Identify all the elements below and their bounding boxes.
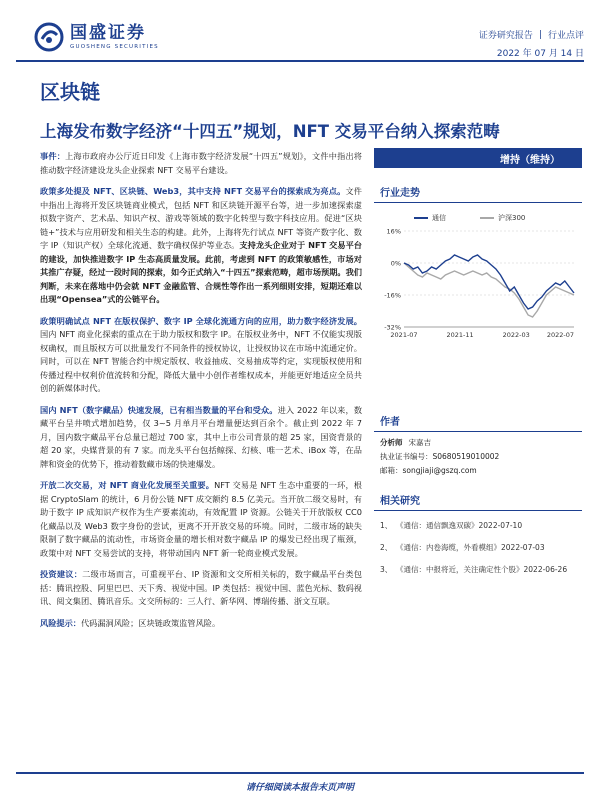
legend-item (414, 213, 446, 223)
para-lead: 国内 NFT（数字藏品）快速发展，已有相当数量的平台和受众。 (40, 404, 278, 415)
chart-legend (414, 213, 525, 223)
para-body: 国内 NFT 商业化探索的重点在于助力版权和数字 IP。在版权业务中，NFT 不仅能实现版权确权，而且版权方可以批量发行不同条件的授权协议，让授权协议在市场中流通定价。同时，可以在 NFT 智能合约中规定版权、收益抽成、交易抽成等约定，实现版权使用和传播过程中权利价值流转和分配，降低大量中小创作者维权成本，并能更好地适应全员共创的新媒体时代。 (40, 329, 362, 393)
trend-chart (374, 205, 582, 345)
list-item[interactable] (380, 559, 582, 581)
para-lead: 开放二次交易，对 NFT 商业化发展至关重要。 (40, 480, 215, 490)
related-text: 《通信：内卷海缆，外看模组》2022-07-03 (396, 543, 545, 552)
page-header (0, 0, 600, 70)
list-item[interactable] (380, 537, 582, 559)
report-subtype-label: 行业点评 (547, 31, 584, 41)
para-body: 代码漏洞风险；区块链政策监管风险。 (80, 617, 221, 628)
y-tick-label: 0% (390, 259, 401, 268)
paragraph-risk (40, 617, 362, 631)
paragraph-investment (40, 568, 362, 609)
email-row (374, 464, 582, 478)
related-title: 相关研究 (374, 486, 582, 511)
related-index: 3、 (380, 565, 393, 574)
page-footer (0, 768, 600, 800)
header-divider (16, 60, 584, 62)
analyst-row (374, 436, 582, 450)
para-lead: 政策多处提及 NFT、区块链、Web3，其中支持 NFT 交易平台的探索成为亮点。 (40, 186, 346, 196)
logo-icon (34, 22, 64, 52)
separator: | (538, 29, 542, 40)
para-lead: 投资建议： (40, 569, 83, 579)
author-section (374, 407, 582, 478)
analyst-name: 宋嘉吉 (408, 438, 431, 447)
related-text: 《通信：中报将近，关注确定性个股》2022-06-26 (396, 565, 568, 574)
legend-label: 沪深300 (498, 214, 526, 222)
x-tick-label: 2022-07 (546, 331, 574, 339)
chart-title: 行业走势 (374, 178, 582, 203)
para-lead: 政策明确试点 NFT 在版权保护、数字 IP 全球化流通方向的应用，助力数字经济发展。 (40, 315, 362, 326)
cert-label: 执业证书编号： (380, 452, 433, 461)
brand-name-cn: 国盛证券 (70, 23, 146, 43)
para-body: 二级市场而言，可重视平台、IP 资源和文交所相关标的，数字藏品平台类包括：腾讯控股、阿里巴巴、天下秀、视觉中国。IP 类包括：视觉中国、蓝色光标、数码视讯、阅文集团、腾讯音乐。文交所标的：三人行、新华网、博瑞传播、浙文互联。 (40, 569, 362, 606)
paragraph-copyright (40, 315, 362, 396)
author-title: 作者 (374, 407, 582, 432)
chart-plot (374, 205, 582, 345)
brand-name-en: GUOSHENG SECURITIES (70, 44, 159, 50)
paragraph-domestic (40, 404, 362, 472)
para-lead: 风险提示： (40, 617, 81, 628)
legend-label: 通信 (432, 214, 446, 222)
main-text (40, 150, 362, 638)
para-body: NFT 交易是 NFT 生态中重要的一环，根据 CryptoSlam 的统计，6 月份公链 NFT 成交额约 8.5 亿美元。当开放二级交易时，有助于数字 IP 成知识产权作为生产要素流动，有效配置 IP 资源。公链关于开放版权 CC0 化藏品以及 Web3 数字身份的尝试，更离不开开放交易的环境。同时，二级市场的缺失限制了数字藏品的流动性，市场资金量的增长相对数字藏品 IP 的爆发已经出现了瓶颈，政策中对 NFT 交易尝试的支持，将带动国内 NFT 新一轮商业模式发展。 (40, 480, 362, 558)
email-value[interactable]: songjiaji@gszq.com (402, 466, 477, 475)
related-index: 1、 (380, 521, 393, 530)
page-title: 上海发布数字经济“十四五”规划，NFT 交易平台纳入探索范畴 (40, 122, 500, 141)
y-tick-label: -32% (384, 323, 401, 332)
x-tick-label: 2021-11 (446, 331, 474, 339)
report-type-label: 证券研究报告 (478, 31, 533, 41)
related-list (374, 515, 582, 581)
section-title: 区块链 (40, 80, 100, 104)
legend-swatch (480, 217, 494, 219)
sidebar (374, 148, 582, 581)
legend-swatch (414, 217, 428, 219)
para-lead: 事件： (40, 151, 66, 161)
cert-row (374, 450, 582, 464)
para-body: 进入 2022 年以来，数藏平台呈井喷式增加趋势，仅 3~5 月单月平台增量便达到百余个。截止到 2022 年 7 月，国内数字藏品平台总量已超过 700 家，其中上市公司背景的超 25 家，国资背景的超 20 家，央媒背景的有 7 家。而龙头平台包括鲸探、幻核、唯一艺术、iBox 等，在品牌和资金的优势下，推动着数藏市场的快速爆发。 (40, 404, 363, 469)
disclaimer-note: 请仔细阅读本报告末页声明 (245, 783, 354, 793)
para-body: 文件中指出上海将开发区块链商业模式，包括 NFT 和区块链开源平台等，进一步加速探索虚拟数字资产、艺术品、知识产权、游戏等领域的数字化转型与数字科技应用。促进“区块链+”技术与应用研发和相关生态的构建。此外，上海将先行试点 NFT 等资产数字化、数字 IP（知识产权）全球化流通、数字确权保护等业态。 (40, 186, 362, 250)
paragraph-event (40, 150, 362, 177)
brand-logo (34, 22, 159, 52)
x-tick-label: 2022-03 (502, 331, 530, 339)
legend-item (480, 213, 525, 223)
list-item[interactable] (380, 515, 582, 537)
related-text: 《通信：通信飘逸双碳》2022-07-10 (396, 521, 523, 530)
para-body: 上海市政府办公厅近日印发《上海市数字经济发展“十四五”规划》，文件中指出将推动数字经济建设龙头企业探索 NFT 交易平台建设。 (40, 151, 362, 175)
cert-number: S0680519010002 (432, 452, 500, 461)
para-bold-tail: 支持龙头企业对于 NFT 交易平台的建设，加快推进数字 IP 生态高质量发展。此前，考虑到 NFT 的政策敏感性，市场对其推广存疑，经过一段时间的探索，如今正式纳入“十四五”探索范畴，超市场预期。我们判断，未来在落地中仍会就 NFT 金融监管、合规性等作出一系列细则安排，短期还难以出现“Opensea”式的公链平台。 (40, 240, 362, 304)
paragraph-secondary-trading (40, 479, 362, 560)
rating-badge: 增持（维持） (374, 148, 582, 168)
email-label: 邮箱： (380, 466, 403, 475)
report-date: 2022 年 07 月 14 日 (496, 49, 584, 59)
footer-divider (16, 772, 584, 774)
analyst-label: 分析师 (380, 438, 403, 447)
y-tick-label: 16% (386, 227, 401, 236)
x-tick-label: 2021-07 (390, 331, 418, 339)
report-type (479, 28, 584, 41)
y-tick-label: -16% (384, 291, 401, 300)
paragraph-policy (40, 185, 362, 307)
related-index: 2、 (380, 543, 393, 552)
